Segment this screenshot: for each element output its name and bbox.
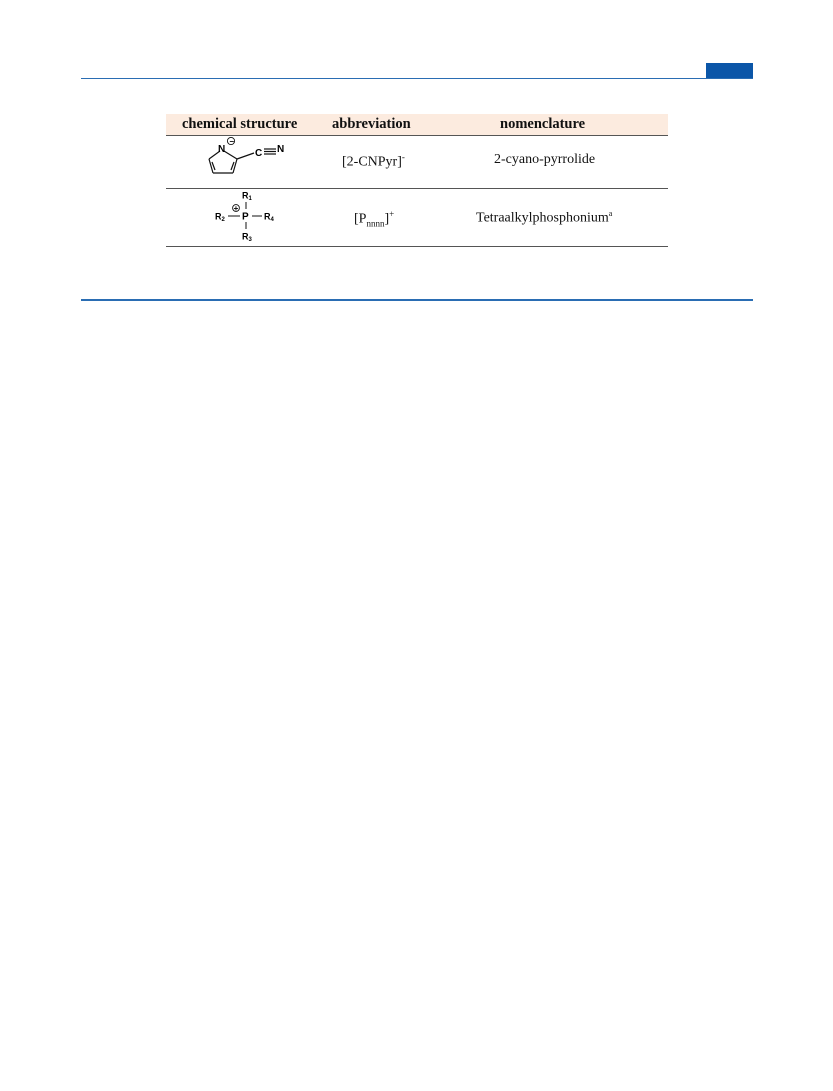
- r1-label: R: [242, 190, 249, 201]
- header-accent-tab: [706, 63, 753, 78]
- column-header-structure: chemical structure: [182, 116, 298, 132]
- column-header-abbreviation: abbreviation: [332, 116, 411, 132]
- positive-charge-label: +: [233, 204, 239, 213]
- phosphorus-label: P: [242, 211, 249, 223]
- abbreviation-cell: [342, 152, 405, 171]
- table-row: [166, 136, 668, 189]
- r3-subscript: 3: [248, 237, 252, 243]
- abbreviation-charge: +: [389, 209, 395, 219]
- abbreviation-charge: -: [401, 152, 405, 162]
- r2-label: R: [215, 211, 222, 222]
- abbreviation-cell: [354, 209, 394, 228]
- abbreviation-suffix: ]: [384, 211, 390, 227]
- negative-charge-label: −: [229, 137, 235, 146]
- abbreviation-text: [2-CNPyr]: [342, 154, 402, 170]
- abbreviation-prefix: [P: [354, 211, 367, 227]
- ring-nitrogen-label: N: [218, 144, 226, 155]
- r2-subscript: 2: [221, 217, 225, 223]
- r4-label: R: [264, 211, 271, 222]
- r4-subscript: 4: [270, 217, 274, 223]
- table-header-row: [166, 114, 668, 136]
- column-header-nomenclature: nomenclature: [500, 116, 586, 132]
- table-row: [166, 189, 668, 247]
- r1-subscript: 1: [248, 196, 252, 202]
- ionic-liquid-table: [166, 114, 668, 247]
- cyano-pyrrolide-structure: [196, 136, 296, 188]
- nitrile-nitrogen-label: N: [277, 144, 285, 155]
- carbon-label: C: [255, 148, 263, 159]
- header-rule: [81, 78, 753, 79]
- footnote-marker: a: [608, 209, 613, 218]
- footer-rule: [81, 299, 753, 301]
- phosphonium-structure: [206, 189, 286, 246]
- nomenclature-cell: 2-cyano-pyrrolide: [494, 152, 596, 167]
- nomenclature-cell: [476, 209, 612, 227]
- r3-label: R: [242, 231, 249, 242]
- nomenclature-text: Tetraalkylphosphonium: [476, 210, 609, 226]
- abbreviation-subscript: nnnn: [366, 218, 385, 229]
